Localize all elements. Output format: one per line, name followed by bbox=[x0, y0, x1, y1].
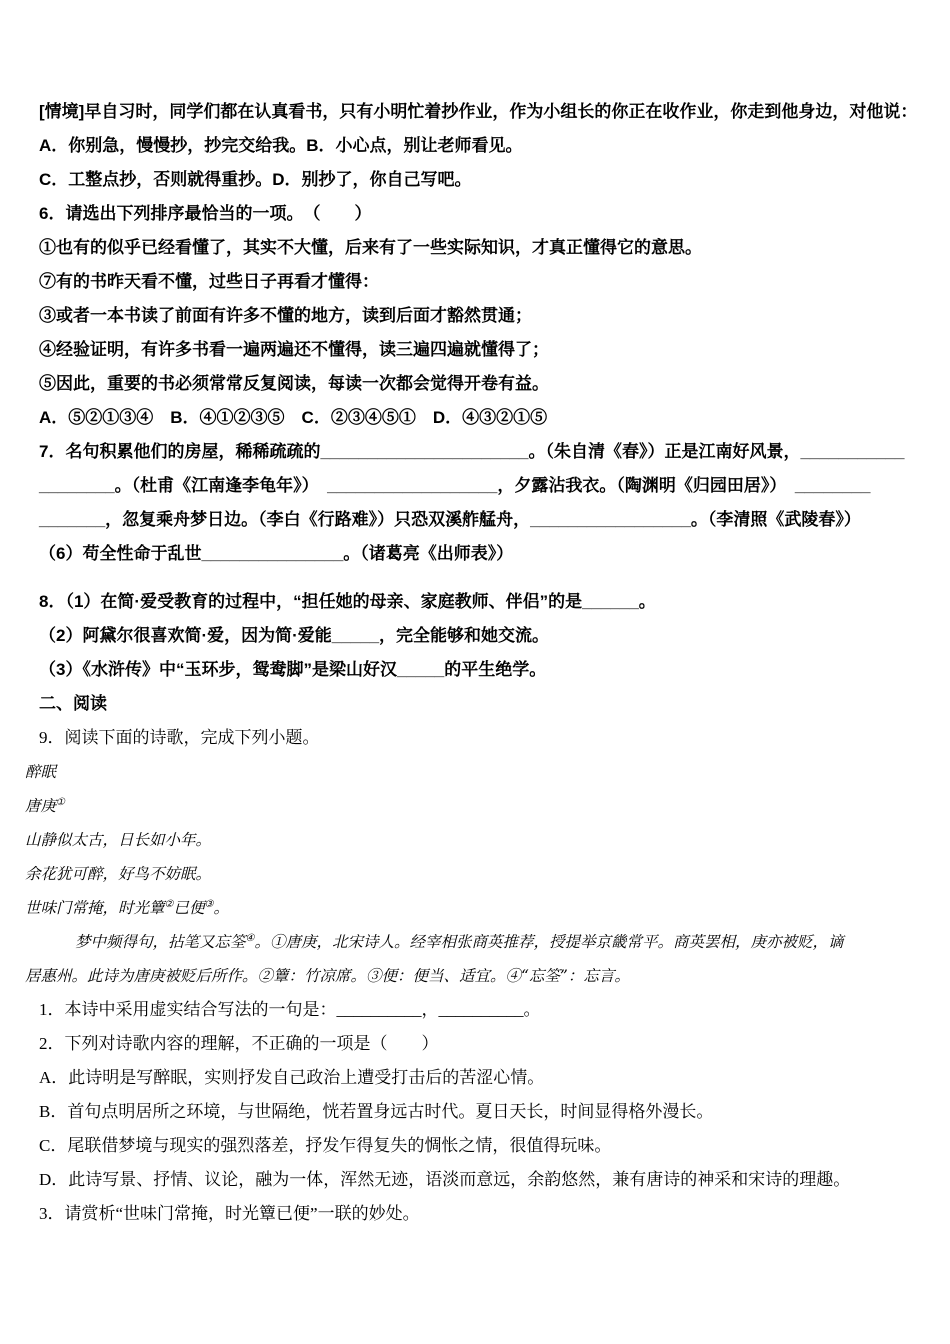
poem-line-3 bbox=[25, 891, 922, 925]
poem-title: 醉眠 bbox=[25, 763, 57, 781]
q6-item-5: ⑤因此，重要的书必须常常反复阅读，每读一次都会觉得开卷有益。 bbox=[39, 374, 549, 393]
poem-notes-line-1-b: 。①唐庚，北宋诗人。经宰相张商英推荐，授提举京畿常平。商英罢相，庚亦被贬，谪 bbox=[254, 933, 844, 951]
poem-notes-line-1-a: 梦中频得句，拈笔又忘筌 bbox=[75, 933, 246, 951]
q8-line-3: （3）《水浒传》中“玉环步，鸳鸯脚”是梁山好汉_____的平生绝学。 bbox=[39, 660, 547, 679]
q7-line-1: 7．名句积累他们的房屋，稀稀疏疏的______________________。（朱自清《春》）正是江南好风景，___________ bbox=[39, 442, 905, 461]
q6-choices: A．⑤②①③④ B．④①②③⑤ C．②③④⑤① D．④③②①⑤ bbox=[39, 408, 548, 427]
note-ref-2-icon: ② bbox=[164, 898, 174, 910]
q6-item-2: ⑦有的书昨天看不懂，过些日子再看才懂得： bbox=[39, 272, 379, 291]
sub-q2-option-b: B．首句点明居所之环境，与世隔绝，恍若置身远古时代。夏日天长，时间显得格外漫长。 bbox=[39, 1102, 714, 1121]
poem-line-3-c: 。 bbox=[213, 899, 229, 917]
q6-stem: 6．请选出下列排序最恰当的一项。 （ ） bbox=[39, 204, 372, 223]
note-ref-3-icon: ③ bbox=[204, 898, 214, 910]
section-2-heading: 二、阅读 bbox=[39, 694, 107, 713]
q8-line-2: （2）阿黛尔很喜欢简·爱，因为简·爱能_____，完全能够和她交流。 bbox=[39, 626, 550, 645]
sub-q2-option-d: D．此诗写景、抒情、议论，融为一体，浑然无迹，语淡而意远，余韵悠然，兼有唐诗的神采和宋诗的理趣。 bbox=[39, 1170, 851, 1189]
q7-line-3: _______，忽复乘舟梦日边。（李白《行路难》）只恐双溪舴艋舟，_________________。（李清照《武陵春》） bbox=[39, 510, 861, 529]
sub-q2-option-c: C．尾联借梦境与现实的强烈落差，抒发乍得复失的惆怅之情，很值得玩味。 bbox=[39, 1136, 612, 1155]
poem-line-2: 余花犹可醉，好鸟不妨眠。 bbox=[25, 865, 212, 883]
sub-question-3: 3．请赏析“世味门常掩，时光簟已便”一联的妙处。 bbox=[39, 1204, 420, 1223]
q7-line-2: ________。（杜甫《江南逢李龟年》） __________________，夕露沾我衣。（陶渊明《归园田居》） ________ bbox=[39, 476, 871, 495]
situation-intro: [情境]早自习时，同学们都在认真看书，只有小明忙着抄作业，作为小组长的你正在收作业，你走到他身边，对他说： bbox=[39, 102, 918, 121]
situation-options-cd: C．工整点抄，否则就得重抄。D．别抄了，你自己写吧。 bbox=[39, 170, 472, 189]
poem-author-name: 唐庚 bbox=[25, 797, 57, 815]
note-ref-4-icon: ④ bbox=[245, 932, 255, 944]
q8-line-1: 8．（1）在简·爱受教育的过程中，“担任她的母亲、家庭教师、伴侣”的是______。 bbox=[39, 592, 656, 611]
q7-line-4: （6）苟全性命于乱世_______________。（诸葛亮《出师表》） bbox=[39, 544, 514, 563]
q6-item-4: ④经验证明，有许多书看一遍两遍还不懂得，读三遍四遍就懂得了； bbox=[39, 340, 549, 359]
poem-notes-line-1 bbox=[25, 925, 922, 959]
poem-line-3-b: 已便 bbox=[173, 899, 205, 917]
q6-item-3: ③或者一本书读了前面有许多不懂的地方，读到后面才豁然贯通； bbox=[39, 306, 532, 325]
note-ref-1-icon: ① bbox=[56, 796, 65, 808]
situation-options-ab: A．你别急，慢慢抄，抄完交给我。B．小心点，别让老师看见。 bbox=[39, 136, 523, 155]
sub-question-2: 2．下列对诗歌内容的理解，不正确的一项是（ ） bbox=[39, 1034, 439, 1053]
q6-item-1: ①也有的似乎已经看懂了，其实不大懂，后来有了一些实际知识，才真正懂得它的意思。 bbox=[39, 238, 702, 257]
poem-author bbox=[25, 789, 922, 823]
poem-line-1: 山静似太古，日长如小年。 bbox=[25, 831, 212, 849]
sub-q2-option-a: A．此诗明是写醉眠，实则抒发自己政治上遭受打击后的苦涩心情。 bbox=[39, 1068, 545, 1087]
poem-notes-line-2: 居惠州。此诗为唐庚被贬后所作。②簟：竹凉席。③便：便当、适宜。④“忘筌”：忘言。 bbox=[25, 967, 630, 985]
sub-question-1: 1．本诗中采用虚实结合写法的一句是：__________，__________。 bbox=[39, 1000, 541, 1019]
q9-stem: 9．阅读下面的诗歌，完成下列小题。 bbox=[39, 728, 320, 747]
poem-line-3-a: 世味门常掩，时光簟 bbox=[25, 899, 165, 917]
